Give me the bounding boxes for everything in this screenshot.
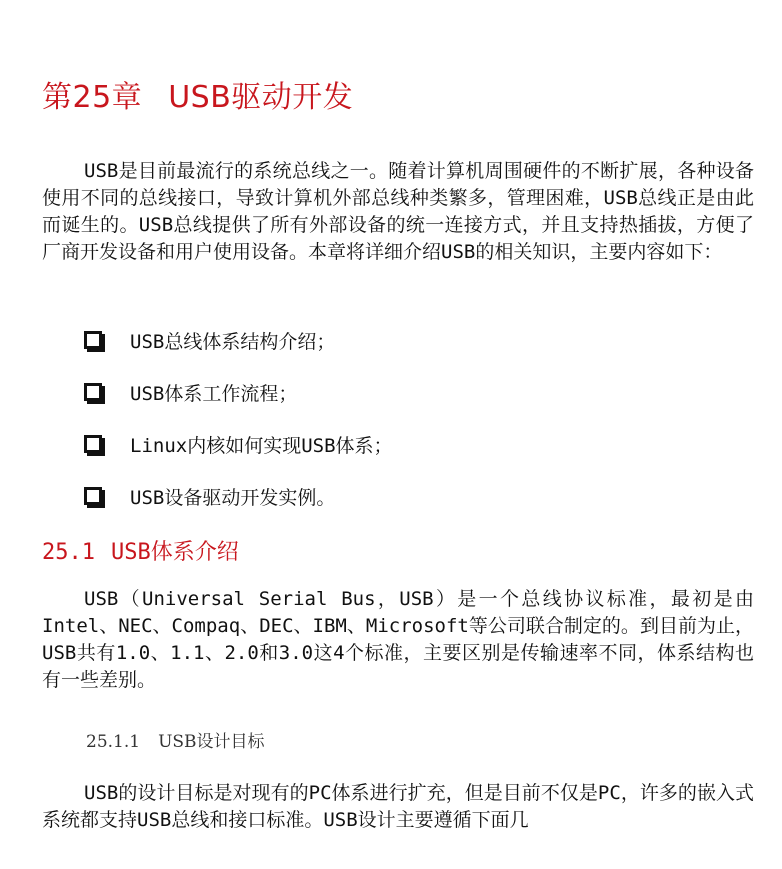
chapter-number: 第25章 xyxy=(42,80,143,115)
section-title xyxy=(42,535,239,566)
subsection-title xyxy=(86,727,265,752)
list-item xyxy=(84,314,393,366)
section-title-text: USB体系介绍 xyxy=(110,540,239,565)
section-paragraph: USB（Universal Serial Bus，USB）是一个总线协议标准，最初是由Intel、NEC、Compaq、DEC、IBM、Microsoft等公司联合制定的。到目前为止，USB共有1.0、1.1、2.0和3.0这4个标准，主要区别是传输速率不同，体系结构也有一些差别。 xyxy=(42,588,754,691)
checkbox-bullet-icon xyxy=(84,435,102,453)
subsection-title-text: USB设计目标 xyxy=(158,732,265,752)
list-item xyxy=(84,470,393,522)
list-item xyxy=(84,418,393,470)
checkbox-bullet-icon xyxy=(84,331,102,349)
list-item-text: USB设备驱动开发实例。 xyxy=(130,486,336,509)
topic-list xyxy=(84,314,393,522)
checkbox-bullet-icon xyxy=(84,487,102,505)
subsection-paragraph: USB的设计目标是对现有的PC体系进行扩充，但是目前不仅是PC，许多的嵌入式系统都支持USB总线和接口标准。USB设计主要遵循下面几 xyxy=(42,782,754,831)
list-item xyxy=(84,366,393,418)
list-item-text: Linux内核如何实现USB体系； xyxy=(130,434,393,457)
list-item-text: USB体系工作流程； xyxy=(130,382,298,405)
chapter-title-text: USB驱动开发 xyxy=(168,80,354,115)
chapter-title xyxy=(42,72,353,116)
subsection-number: 25.1.1 xyxy=(86,732,141,752)
list-item-text: USB总线体系结构介绍； xyxy=(130,330,336,353)
checkbox-bullet-icon xyxy=(84,383,102,401)
section-number: 25.1 xyxy=(42,540,95,565)
intro-paragraph: USB是目前最流行的系统总线之一。随着计算机周围硬件的不断扩展，各种设备使用不同的总线接口，导致计算机外部总线种类繁多，管理困难，USB总线正是由此而诞生的。USB总线提供了所有外部设备的统一连接方式，并且支持热插拔，方便了厂商开发设备和用户使用设备。本章将详细介绍USB的相关知识，主要内容如下： xyxy=(42,160,754,263)
